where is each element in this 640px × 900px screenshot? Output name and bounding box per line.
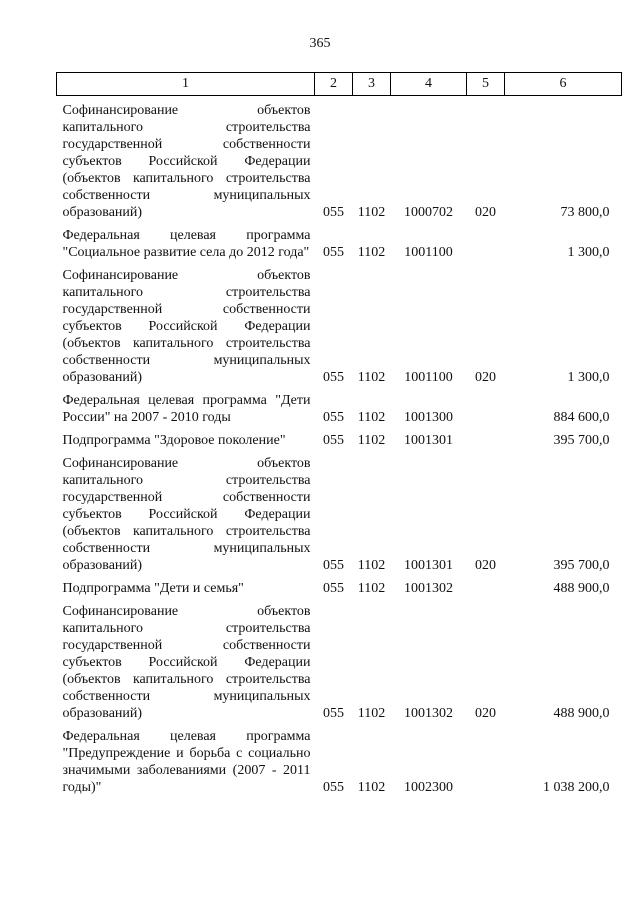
page-number: 365: [309, 36, 331, 51]
row-section: 1102: [357, 581, 386, 596]
row-expense-type: [467, 722, 505, 796]
row-amount: 73 800,0: [560, 205, 610, 220]
row-section: 1102: [357, 245, 386, 260]
row-description: Подпрограмма "Здоровое поколение": [62, 433, 286, 448]
row-amount: 395 700,0: [553, 558, 610, 573]
row-description: Софинансирование объектов капитального строительства государственной собственности субъектов Российской Федерации (объектов капитального строительства собственности муниципальных образований): [62, 268, 311, 385]
header-col-4: 4: [391, 73, 467, 96]
row-description: Подпрограмма "Дети и семья": [62, 581, 244, 596]
row-target-article: 1002300: [404, 780, 453, 795]
header-col-5: 5: [467, 73, 505, 96]
header-row: [57, 73, 622, 96]
row-description: Софинансирование объектов капитального строительства государственной собственности субъектов Российской Федерации (объектов капитального строительства собственности муниципальных образований): [62, 456, 311, 573]
row-expense-type: [467, 574, 505, 597]
row-amount: 395 700,0: [553, 433, 610, 448]
table-row: [57, 221, 622, 261]
row-target-article: 1001301: [404, 558, 453, 573]
row-amount: 1 038 200,0: [543, 780, 610, 795]
row-target-article: 1000702: [404, 205, 453, 220]
table-row: [57, 449, 622, 574]
row-amount: 488 900,0: [553, 581, 610, 596]
budget-table: [56, 72, 622, 796]
row-section: 1102: [357, 558, 386, 573]
header-col-2: 2: [315, 73, 353, 96]
row-section: 1102: [357, 410, 386, 425]
row-target-article: 1001100: [404, 370, 453, 385]
row-description: Федеральная целевая программа "Социальное развитие села до 2012 года": [62, 228, 311, 260]
row-amount: 1 300,0: [567, 370, 610, 385]
row-admin-code: 055: [323, 433, 344, 448]
row-admin-code: 055: [323, 205, 344, 220]
row-expense-type: [467, 426, 505, 449]
row-admin-code: 055: [323, 410, 344, 425]
header-col-6: 6: [505, 73, 622, 96]
row-description: Софинансирование объектов капитального строительства государственной собственности субъектов Российской Федерации (объектов капитального строительства собственности муниципальных образований): [62, 604, 311, 721]
row-amount: 884 600,0: [553, 410, 610, 425]
row-admin-code: 055: [323, 780, 344, 795]
row-expense-type: 020: [475, 706, 496, 721]
row-expense-type: 020: [475, 558, 496, 573]
row-admin-code: 055: [323, 706, 344, 721]
row-target-article: 1001300: [404, 410, 453, 425]
row-section: 1102: [357, 370, 386, 385]
table-row: [57, 96, 622, 222]
row-description: Федеральная целевая программа "Дети России" на 2007 - 2010 годы: [62, 393, 311, 425]
table-row: [57, 386, 622, 426]
row-target-article: 1001302: [404, 706, 453, 721]
row-section: 1102: [357, 433, 386, 448]
table-row: [57, 426, 622, 449]
row-section: 1102: [357, 205, 386, 220]
row-amount: 1 300,0: [567, 245, 610, 260]
row-admin-code: 055: [323, 245, 344, 260]
row-admin-code: 055: [323, 558, 344, 573]
header-col-3: 3: [353, 73, 391, 96]
row-section: 1102: [357, 780, 386, 795]
header-col-1: 1: [57, 73, 315, 96]
table-row: [57, 574, 622, 597]
row-section: 1102: [357, 706, 386, 721]
row-expense-type: [467, 221, 505, 261]
row-amount: 488 900,0: [553, 706, 610, 721]
row-target-article: 1001100: [404, 245, 453, 260]
row-target-article: 1001302: [404, 581, 453, 596]
row-admin-code: 055: [323, 581, 344, 596]
table-row: [57, 597, 622, 722]
row-expense-type: [467, 386, 505, 426]
table-row: [57, 722, 622, 796]
row-expense-type: 020: [475, 205, 496, 220]
row-description: Софинансирование объектов капитального строительства государственной собственности субъектов Российской Федерации (объектов капитального строительства собственности муниципальных образований): [62, 103, 311, 220]
table-row: [57, 261, 622, 386]
row-expense-type: 020: [475, 370, 496, 385]
row-admin-code: 055: [323, 370, 344, 385]
row-target-article: 1001301: [404, 433, 453, 448]
row-description: Федеральная целевая программа "Предупреждение и борьба с социально значимыми заболеваниями (2007 - 2011 годы)": [62, 729, 311, 795]
